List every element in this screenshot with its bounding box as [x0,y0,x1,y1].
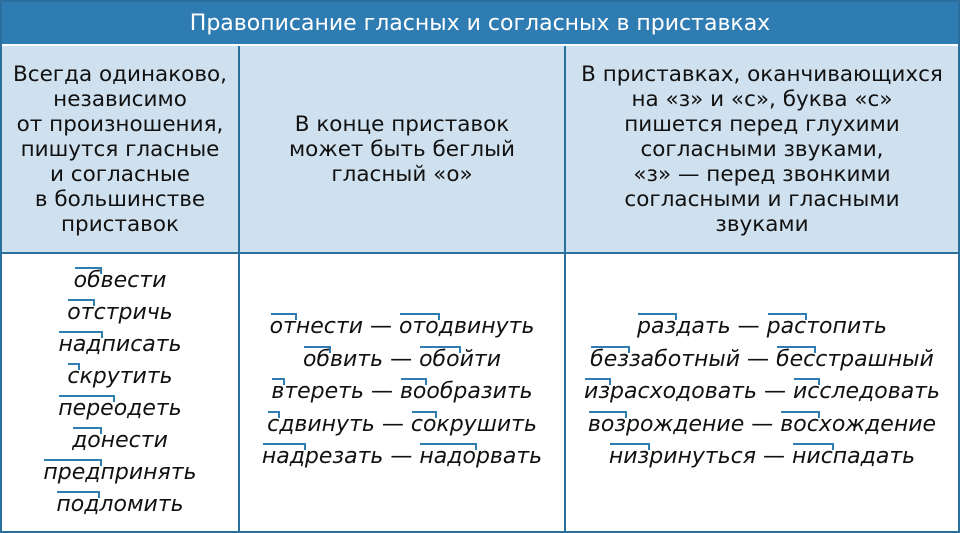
dash-separator: — [383,346,420,372]
example-word [43,457,196,489]
dash-separator: — [756,379,793,405]
prefix-marked: от [67,297,93,329]
header-col-3 [566,46,958,252]
word-root: одеть [113,395,182,421]
example-word [58,393,181,425]
prefix-marked: без [590,344,629,377]
prefix-marked: под [56,489,99,521]
header-col-2-text: В конце приставок может быть беглый гласный «о» [288,111,516,187]
prefix-marked: низ [609,441,649,474]
word-root: вить [330,346,384,372]
prefix-marked: воз [588,409,626,442]
word-root: крутить [79,363,173,389]
examples-col-1 [2,254,238,531]
word-root: йти [459,346,501,372]
word-root: двинуть [438,314,535,340]
dash-separator: — [363,379,400,405]
prefix-marked: пере [58,393,113,425]
dash-separator: — [374,411,411,437]
column-divider [238,46,240,531]
examples-col-3 [566,254,958,531]
prefix-marked: раз [637,311,676,344]
word-root: заботный [628,346,741,372]
header-col-2 [240,46,564,252]
dash-separator: — [383,444,420,470]
word-root: топить [806,314,887,340]
prefix-marked: из [584,376,610,409]
prefix-marked: вос [780,409,819,442]
word-root: тереть [284,379,364,405]
prefix-marked: в [271,376,284,409]
header-col-3-text: В приставках, оканчивающихся на «з» и «с», буква «с» пишется перед глухими согласными звуками, «з» — перед звонкими согласными и гласными звуками [581,61,943,237]
dash-separator: — [363,314,399,340]
prefix-marked: с [67,361,79,393]
word-root: резать [304,444,384,470]
example-pair [588,409,936,442]
prefix-marked: нис [792,441,833,474]
prefix-marked: во [400,376,426,409]
word-root: стричь [93,299,173,325]
dash-separator: — [756,444,793,470]
example-pair [590,344,934,377]
example-word [56,489,183,521]
example-word [74,265,167,297]
word-root: ринуться [649,444,757,470]
word-root: падать [832,444,916,470]
word-root: расходовать [610,379,757,405]
prefix-marked: с [267,409,279,442]
prefix-marked: над [262,441,305,474]
word-root: нести [295,314,363,340]
prefix-marked: со [411,409,437,442]
prefix-marked: обо [419,344,460,377]
example-pair [609,441,915,474]
example-word [67,361,172,393]
example-word [72,425,168,457]
example-pair [637,311,887,344]
word-root: рождение [626,411,745,437]
prefix-marked: ис [793,376,819,409]
prefix-marked: рас [767,311,807,344]
prefix-marked: об [74,265,101,297]
example-pair [270,311,535,344]
header-col-1-text: Всегда одинаково, независимо от произношения, пишутся гласные и согласные в большинстве приставок [13,61,227,237]
word-root: писать [101,331,182,357]
prefix-marked: бес [776,344,815,377]
prefix-marked: от [270,311,296,344]
word-root: нести [100,427,168,453]
example-word [67,297,172,329]
example-pair [267,409,537,442]
prefix-marked: надо [419,441,476,474]
word-root: дать [676,314,731,340]
word-root: двинуть [279,411,375,437]
example-word [58,329,181,361]
word-root: хождение [818,411,937,437]
example-pair [262,441,542,474]
dash-separator: — [744,411,781,437]
word-root: крушить [436,411,537,437]
prefix-marked: до [72,425,101,457]
example-pair [271,376,532,409]
example-pair [303,344,501,377]
column-divider [564,46,566,531]
dash-separator: — [730,314,767,340]
prefix-marked: ото [399,311,439,344]
word-root: принять [100,459,197,485]
header-col-1 [2,46,238,252]
examples-col-2 [240,254,564,531]
dash-separator: — [740,346,777,372]
row-divider [2,252,958,254]
word-root: следовать [819,379,940,405]
word-root: образить [426,379,533,405]
table-title: Правописание гласных и согласных в приставках [2,2,958,44]
word-root: страшный [815,346,934,372]
word-root: вести [100,267,167,293]
prefix-marked: пред [43,457,100,489]
word-root: рвать [475,444,543,470]
prefix-marked: об [303,344,330,377]
prefix-marked: над [58,329,101,361]
example-pair [584,376,940,409]
word-root: ломить [99,491,184,517]
